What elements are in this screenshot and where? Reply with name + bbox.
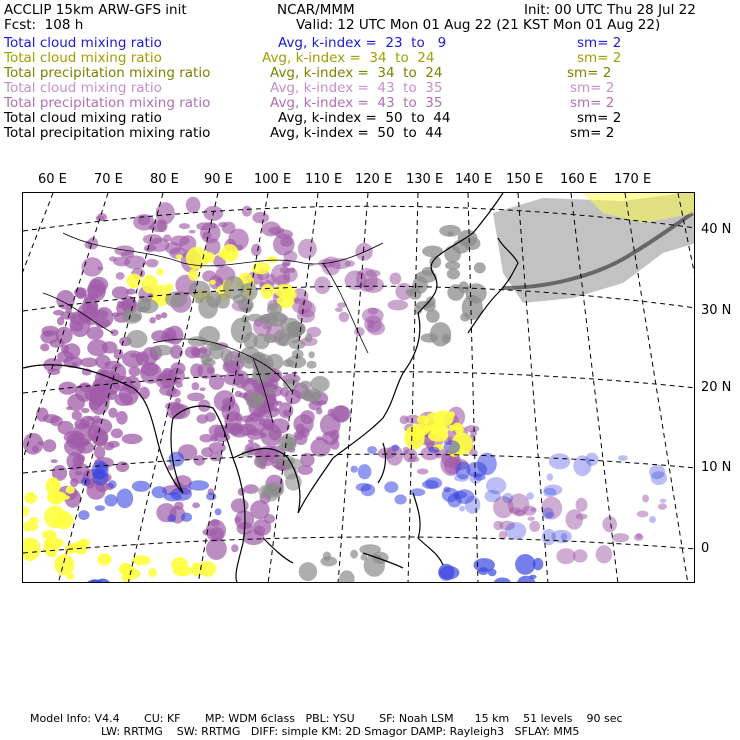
field-name: Total cloud mixing ratio [4, 110, 162, 126]
field-shading [105, 494, 118, 506]
field-shading [442, 334, 451, 344]
field-shading [576, 498, 588, 512]
field-shading [129, 366, 141, 376]
field-shading [310, 376, 329, 392]
field-shading [81, 408, 90, 413]
field-shading [618, 455, 628, 461]
field-shading [171, 557, 188, 573]
field-shading [300, 381, 311, 390]
field-shading [320, 556, 337, 566]
field-shading [556, 548, 575, 564]
longitude-label: 160 E [560, 172, 598, 187]
longitude-line [338, 193, 368, 583]
field-shading [165, 402, 182, 411]
latitude-label: 10 N [701, 460, 732, 475]
field-shading [529, 575, 536, 579]
field-shading [155, 314, 161, 320]
field-name: Total cloud mixing ratio [4, 80, 162, 96]
field-shading [248, 439, 254, 443]
field-shading [261, 433, 267, 438]
field-shading [395, 494, 407, 504]
field-shading [358, 464, 372, 479]
field-shading [299, 562, 317, 581]
field-shading [222, 400, 240, 421]
field-shading [465, 496, 481, 514]
longitude-label: 100 E [254, 172, 292, 187]
field-shading [111, 428, 123, 438]
field-shading [108, 480, 116, 489]
field-shading [189, 230, 196, 234]
field-shading [298, 239, 317, 259]
field-shading [305, 334, 313, 342]
field-shading [278, 436, 297, 452]
field-shading [247, 429, 264, 440]
field-shading [526, 492, 534, 499]
longitude-label: 150 E [506, 172, 544, 187]
field-shading [388, 300, 408, 311]
field-shading [239, 347, 261, 369]
field-shading [188, 480, 209, 490]
field-smoothing: sm= 2 [577, 110, 622, 126]
field-shading [242, 206, 252, 217]
field-shading [185, 346, 201, 358]
field-shading [529, 521, 540, 532]
field-smoothing: sm= 2 [577, 50, 622, 66]
field-shading [308, 351, 314, 358]
field-shading [515, 554, 535, 575]
field-name: Total cloud mixing ratio [4, 35, 162, 51]
latitude-line [23, 537, 695, 553]
field-shading [637, 511, 649, 518]
field-shading [126, 289, 136, 295]
longitude-label: 140 E [455, 172, 493, 187]
field-shading [439, 566, 460, 580]
field-shading [72, 411, 82, 421]
field-shading [253, 334, 269, 350]
field-shading [413, 435, 420, 441]
field-shading [132, 555, 151, 565]
field-shading [95, 505, 105, 511]
field-shading [176, 255, 183, 260]
field-shading [288, 328, 301, 344]
field-shading [146, 259, 159, 268]
field-smoothing: sm= 2 [570, 125, 615, 141]
field-name: Total cloud mixing ratio [4, 50, 162, 66]
field-shading [206, 538, 227, 560]
field-shading [66, 486, 75, 494]
field-shading [151, 345, 173, 356]
field-smoothing: sm= 2 [567, 65, 612, 81]
field-shading [194, 455, 205, 466]
field-shading [636, 533, 642, 539]
field-shading [243, 484, 258, 494]
field-shading [280, 267, 290, 274]
field-shading [116, 461, 129, 472]
field-shading [200, 434, 214, 443]
field-shading [265, 387, 276, 395]
field-shading [78, 510, 89, 520]
field-shading [231, 498, 249, 513]
field-shading [164, 492, 182, 501]
field-shading [439, 225, 461, 237]
field-shading [67, 394, 85, 411]
field-shading [266, 256, 278, 263]
field-shading [651, 471, 667, 485]
field-shading [459, 506, 465, 512]
field-shading [73, 422, 93, 446]
field-shading [161, 333, 178, 343]
model-info-line: Model Info: V4.4 CU: KF MP: WDM 6class PBL: YSU SF: Noah LSM 15 km 51 levels 90 sec [30, 712, 623, 725]
field-shading [108, 441, 120, 448]
field-shading [181, 513, 192, 522]
field-shading [167, 515, 176, 523]
field-shading [192, 382, 200, 390]
field-shading [316, 408, 322, 415]
latitude-label: 40 N [701, 222, 732, 237]
field-shading [169, 452, 185, 467]
field-shading [265, 424, 275, 430]
field-shading [92, 429, 109, 446]
latitude-label: 20 N [701, 380, 732, 395]
field-shading [533, 558, 544, 570]
field-shading [410, 488, 425, 496]
field-shading [56, 327, 73, 344]
field-shading [200, 387, 206, 391]
field-shading [231, 544, 238, 552]
center-name: NCAR/MMM [277, 2, 355, 18]
field-shading [428, 430, 448, 442]
field-name: Total precipitation mixing ratio [4, 65, 211, 81]
field-shading [149, 317, 156, 323]
field-shading [78, 539, 90, 547]
field-shading [339, 312, 350, 322]
field-shading [259, 314, 278, 325]
field-shading [314, 277, 330, 295]
field-shading [454, 474, 469, 482]
field-shading [44, 540, 58, 557]
field-shading [122, 434, 143, 445]
field-stat: Avg, k-index = 50 to 44 [278, 110, 451, 126]
field-shading [545, 512, 554, 518]
field-shading [97, 553, 111, 565]
field-shading [561, 533, 568, 540]
field-shading [215, 508, 222, 515]
field-shading [478, 567, 489, 575]
field-name: Total precipitation mixing ratio [4, 95, 211, 111]
field-shading [87, 339, 108, 356]
field-shading [250, 500, 270, 519]
field-shading [116, 411, 128, 425]
field-shading [279, 402, 294, 418]
field-shading [658, 503, 667, 510]
field-shading [25, 544, 32, 550]
field-shading [453, 423, 463, 431]
field-shading [209, 280, 216, 285]
field-shading [179, 223, 190, 229]
field-shading [205, 412, 216, 422]
field-shading [122, 309, 143, 324]
field-shading [23, 506, 29, 517]
field-shading [596, 545, 613, 563]
field-name: Total precipitation mixing ratio [4, 125, 211, 141]
latitude-label: 30 N [701, 303, 732, 318]
field-shading [142, 275, 158, 294]
field-smoothing: sm= 2 [577, 35, 622, 51]
field-stat: Avg, k-index = 23 to 9 [278, 35, 447, 51]
field-shading [116, 489, 133, 509]
longitude-label: 60 E [38, 172, 67, 187]
longitude-label: 120 E [355, 172, 393, 187]
longitude-label: 110 E [305, 172, 343, 187]
field-shading [235, 517, 241, 523]
field-stat: Avg, k-index = 43 to 35 [270, 80, 443, 96]
field-shading [161, 312, 167, 318]
field-shading [94, 307, 113, 328]
field-shading [417, 469, 429, 475]
field-shading [339, 570, 355, 583]
field-shading [335, 307, 343, 312]
field-shading [188, 336, 208, 346]
field-shading [59, 382, 77, 395]
field-shading [459, 281, 469, 293]
field-shading [230, 425, 250, 438]
field-shading [488, 569, 497, 577]
latitude-label: 0 [701, 541, 710, 556]
field-shading [47, 368, 60, 375]
field-shading [23, 521, 38, 531]
field-shading [88, 293, 98, 299]
physics-info-line: LW: RRTMG SW: RRTMG DIFF: simple KM: 2D Smagor DAMP: Rayleigh3 SFLAY: MM5 [101, 725, 580, 738]
field-shading [502, 493, 513, 503]
longitude-label: 80 E [150, 172, 179, 187]
field-shading [44, 506, 66, 529]
field-shading [460, 313, 470, 322]
field-shading [576, 513, 588, 519]
field-shading [361, 484, 375, 496]
field-shading [307, 361, 317, 369]
field-shading [390, 273, 402, 285]
field-shading [649, 516, 656, 523]
field-shading [422, 246, 443, 258]
field-shading [444, 245, 461, 262]
field-shading [97, 267, 103, 271]
field-shading [74, 287, 87, 297]
field-shading [421, 333, 438, 342]
field-shading [246, 392, 265, 409]
field-shading [331, 406, 351, 422]
field-shading [139, 387, 150, 400]
field-shading [71, 362, 77, 366]
field-shading [202, 528, 217, 536]
field-shading [137, 299, 158, 313]
field-shading [444, 440, 460, 454]
field-shading [54, 554, 74, 575]
field-shading [350, 550, 358, 559]
field-shading [96, 216, 105, 221]
field-shading [547, 473, 553, 480]
field-shading [403, 449, 417, 463]
field-shading [114, 393, 133, 406]
field-shading [238, 298, 254, 311]
field-shading [428, 447, 439, 453]
field-shading [505, 522, 526, 540]
field-shading [522, 506, 536, 516]
field-shading [23, 433, 43, 455]
field-shading [474, 262, 486, 273]
field-shading [200, 222, 220, 243]
field-stat: Avg, k-index = 43 to 35 [270, 95, 443, 111]
field-shading [367, 320, 375, 329]
field-shading [549, 453, 571, 469]
longitude-label: 170 E [614, 172, 652, 187]
field-shading [148, 568, 157, 577]
field-shading [494, 578, 511, 584]
longitude-line [408, 193, 418, 583]
field-shading [94, 446, 105, 459]
field-shading [63, 343, 80, 359]
init-time: Init: 00 UTC Thu 28 Jul 22 [524, 2, 696, 18]
field-shading [120, 563, 133, 573]
field-shading [453, 491, 467, 499]
field-stat: Avg, k-index = 34 to 24 [262, 50, 435, 66]
longitude-line [468, 193, 478, 583]
field-shading [447, 269, 460, 280]
field-shading [116, 272, 125, 280]
coastline [263, 538, 293, 563]
field-shading [159, 386, 177, 396]
field-shading [122, 350, 144, 367]
field-shading [210, 519, 219, 526]
field-shading [46, 477, 61, 495]
field-shading [182, 582, 189, 584]
field-shading [127, 330, 148, 348]
field-shading [415, 271, 436, 283]
field-shading [60, 311, 75, 319]
field-shading [186, 197, 201, 214]
field-shading [132, 481, 150, 492]
field-shading [283, 359, 294, 367]
field-stat: Avg, k-index = 50 to 44 [270, 125, 443, 141]
field-shading [187, 393, 205, 402]
field-shading [367, 446, 377, 454]
field-shading [166, 283, 173, 291]
field-shading [528, 517, 535, 521]
field-shading [143, 234, 163, 244]
field-shading [642, 495, 649, 503]
field-shading [302, 393, 314, 400]
field-shading [426, 309, 440, 322]
field-shading [43, 439, 57, 452]
field-shading [206, 492, 216, 500]
field-shading [36, 408, 49, 422]
field-shading [252, 212, 269, 223]
field-shading [206, 356, 213, 362]
field-shading [256, 457, 265, 468]
field-shading [351, 466, 358, 473]
coastline [413, 493, 443, 565]
field-shading [216, 293, 230, 309]
field-shading [573, 455, 591, 476]
field-shading [384, 481, 398, 493]
field-shading [96, 463, 108, 474]
field-shading [80, 358, 98, 368]
field-shading [372, 552, 389, 564]
model-title: ACCLIP 15km ARW-GFS init [4, 2, 187, 18]
field-shading [251, 244, 261, 256]
field-shading [188, 269, 198, 281]
field-shading [114, 349, 124, 360]
field-shading [300, 410, 315, 424]
field-shading [316, 436, 323, 440]
field-shading [24, 492, 37, 504]
field-shading [254, 526, 265, 536]
field-shading [218, 251, 233, 259]
field-shading [40, 343, 49, 351]
valid-time: Valid: 12 UTC Mon 01 Aug 22 (21 KST Mon 01 Aug 22) [296, 17, 661, 33]
field-shading [283, 379, 299, 390]
field-shading [108, 408, 117, 418]
field-shading [238, 488, 245, 496]
field-shading [612, 533, 630, 542]
field-shading [189, 281, 211, 300]
field-shading [493, 521, 503, 530]
field-shading [192, 502, 200, 508]
longitude-label: 130 E [406, 172, 444, 187]
field-shading [222, 222, 236, 234]
map-canvas [23, 193, 695, 583]
field-smoothing: sm= 2 [570, 95, 615, 111]
field-shading [51, 459, 58, 463]
field-shading [157, 268, 164, 275]
forecast-hour: Fcst: 108 h [4, 17, 84, 33]
longitude-label: 70 E [94, 172, 123, 187]
field-shading [87, 302, 98, 313]
field-shading [425, 477, 442, 489]
field-shading [50, 416, 63, 426]
field-shading [207, 367, 214, 374]
field-shading [486, 477, 506, 494]
field-smoothing: sm= 2 [570, 80, 615, 96]
field-shading [660, 499, 667, 503]
field-shading [310, 438, 330, 457]
field-shading [261, 284, 274, 299]
field-shading [424, 413, 442, 432]
field-shading [297, 309, 315, 323]
field-stat: Avg, k-index = 34 to 24 [270, 65, 443, 81]
field-shading [43, 331, 52, 336]
longitude-label: 90 E [204, 172, 233, 187]
field-shading [170, 362, 185, 374]
field-shading [365, 270, 380, 278]
field-shading [90, 277, 109, 292]
field-shading [392, 445, 400, 452]
map-panel [22, 192, 695, 583]
field-shading [543, 488, 556, 498]
